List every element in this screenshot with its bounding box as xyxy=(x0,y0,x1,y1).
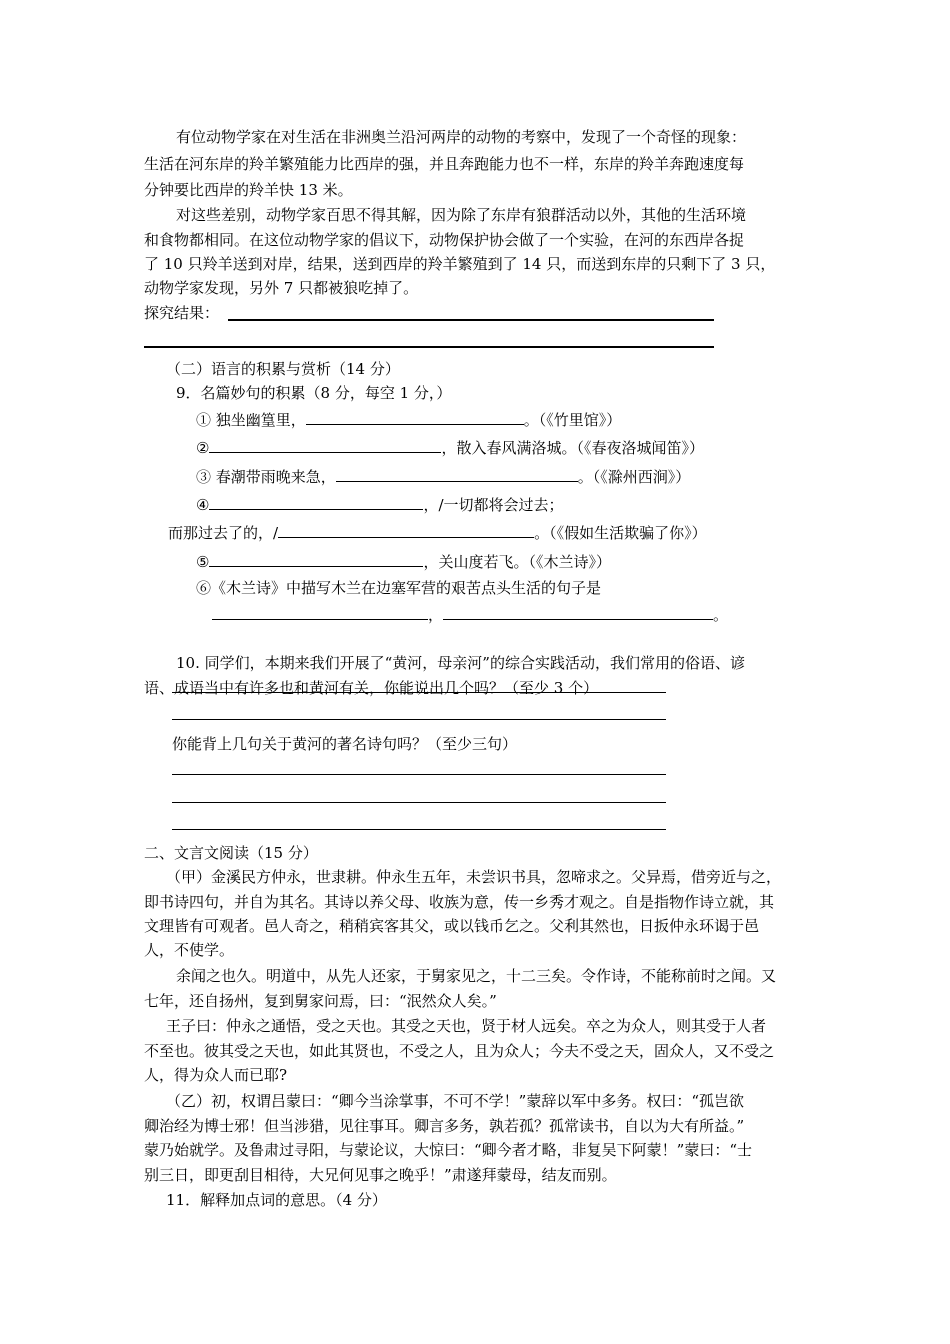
q10-poem-line-3[interactable] xyxy=(172,829,666,830)
intro-p2-line1: 对这些差别，动物学家百思不得其解，因为除了东岸有狼群活动以外，其他的生活环境 xyxy=(176,206,747,224)
q9-item1 xyxy=(196,408,621,428)
yi-line4: 别三日，即更刮目相待，大兄何见事之晚乎！”肃遂拜蒙母，结友而别。 xyxy=(144,1166,617,1184)
q9-item1-blank[interactable] xyxy=(306,408,524,425)
q9-item6-blank-2[interactable] xyxy=(443,603,713,620)
q9-item4b-prefix: 而那过去了的，/ xyxy=(168,524,279,542)
jia2-line2: 七年，还自扬州，复到舅家问焉，曰：“泯然众人矣。” xyxy=(144,992,497,1010)
intro-p1-line1: 有位动物学家在对生活在非洲奥兰沿河两岸的动物的考察中，发现了一个奇怪的现象： xyxy=(176,128,747,146)
section2-heading: （二）语言的积累与赏析（14 分） xyxy=(166,360,400,378)
q9-item4b-suffix: 。（《假如生活欺骗了你》） xyxy=(534,524,707,542)
q9-item1-prefix: ① 独坐幽篁里， xyxy=(196,411,306,429)
q9-item4-prefix: ④ xyxy=(196,496,210,514)
intro-p2-line3: 了 10 只羚羊送到对岸，结果，送到西岸的羚羊繁殖到了 14 只，而送到东岸的只剩下了 3 只， xyxy=(144,255,776,273)
q10-line2: 语、成语当中有许多也和黄河有关，你能说出几个吗？（至少 3 个） xyxy=(144,679,599,697)
q10-line1: 10. 同学们，本期来我们开展了“黄河，母亲河”的综合实践活动，我们常用的俗语、谚 xyxy=(176,654,745,672)
yi-line1: （乙）初，权谓吕蒙曰：“卿今当涂掌事，不可不学！”蒙辞以军中多务。权曰：“孤岂欲 xyxy=(166,1092,745,1110)
q9-title: 9．名篇妙句的积累（8 分，每空 1 分，） xyxy=(176,384,452,402)
q10-poem-line-1[interactable] xyxy=(172,774,666,775)
jia-line3: 文理皆有可观者。邑人奇之，稍稍宾客其父，或以钱币乞之。父利其然也，日扳仲永环谒于邑 xyxy=(144,917,760,935)
intro-p1-line3: 分钟要比西岸的羚羊快 13 米。 xyxy=(144,181,353,199)
q9-item4 xyxy=(196,493,564,513)
q9-item4b-blank[interactable] xyxy=(278,521,534,538)
classical-heading: 二、文言文阅读（15 分） xyxy=(144,844,318,862)
q10-answer-line-2[interactable] xyxy=(172,719,666,720)
jia3-line2: 不至也。彼其受之天也，如此其贤也，不受之人，且为众人；今夫不受之天，固众人，又不受之 xyxy=(144,1042,775,1060)
q9-item3-prefix: ③ 春潮带雨晚来急， xyxy=(196,468,336,486)
q11-title: 11．解释加点词的意思。（4 分） xyxy=(166,1191,387,1209)
q9-item2 xyxy=(196,436,704,456)
q9-item4b xyxy=(168,521,707,541)
q9-item2-prefix: ② xyxy=(196,439,210,457)
q9-item3-blank[interactable] xyxy=(336,465,578,482)
intro-p2-line2: 和食物都相同。在这位动物学家的倡议下，动物保护协会做了一个实验，在河的东西岸各捉 xyxy=(144,231,745,249)
q9-item3-suffix: 。（《滁州西涧》） xyxy=(577,468,691,486)
jia2-line1: 余闻之也久。明道中，从先人还家，于舅家见之，十二三矣。令作诗，不能称前时之闻。又 xyxy=(176,967,777,985)
jia3-line1: 王子曰：仲永之通悟，受之天也。其受之天也，贤于材人远矣。卒之为众人，则其受于人者 xyxy=(166,1017,767,1035)
jia3-line3: 人，得为众人而已耶? xyxy=(144,1066,288,1084)
q9-item5-prefix: ⑤ xyxy=(196,553,210,571)
q9-item2-blank[interactable] xyxy=(209,436,441,453)
jia-line1: （甲）金溪民方仲永，世隶耕。仲永生五年，未尝识书具，忽啼求之。父异焉，借旁近与之， xyxy=(166,868,782,886)
yi-line2: 卿治经为博士邪！但当涉猎，见往事耳。卿言多务，孰若孤？孤常读书，自以为大有所益。” xyxy=(144,1117,745,1135)
q9-item6-end: 。 xyxy=(713,606,729,624)
q10-poem-line-2[interactable] xyxy=(172,802,666,803)
q10-answer-line-1[interactable] xyxy=(172,692,666,693)
yi-line3: 蒙乃始就学。及鲁肃过寻阳，与蒙论议，大惊曰：“卿今者才略，非复吴下阿蒙！”蒙曰：“士 xyxy=(144,1141,753,1159)
q9-item4-suffix: ，/一切都将会过去； xyxy=(423,496,564,514)
intro-p1-line2: 生活在河东岸的羚羊繁殖能力比西岸的强，并且奔跑能力也不一样，东岸的羚羊奔跑速度每 xyxy=(144,155,745,173)
q9-item6-blank-1[interactable] xyxy=(212,603,428,620)
jia-line4: 人，不使学。 xyxy=(144,941,235,959)
q9-item5-suffix: ，关山度若飞。（《木兰诗》） xyxy=(423,553,611,571)
q9-item6: ⑥《木兰诗》中描写木兰在边塞军营的艰苦点头生活的句子是 xyxy=(196,579,602,597)
result-answer-line-2[interactable] xyxy=(144,346,714,348)
q9-item6-separator: ， xyxy=(428,606,444,624)
q9-item5-blank[interactable] xyxy=(209,550,423,567)
intro-p2-line4: 动物学家发现，另外 7 只都被狼吃掉了。 xyxy=(144,279,419,297)
q9-item2-suffix: ，散入春风满洛城。（《春夜洛城闻笛》） xyxy=(441,439,704,457)
q9-item4-blank[interactable] xyxy=(209,493,423,510)
q9-item1-suffix: 。（《竹里馆》） xyxy=(523,411,622,429)
result-answer-line-1[interactable] xyxy=(228,319,714,321)
q9-item5 xyxy=(196,550,611,570)
q9-item3 xyxy=(196,465,690,485)
result-label: 探究结果： xyxy=(144,304,220,322)
q9-item6-answer xyxy=(212,603,728,623)
q10-sub-question: 你能背上几句关于黄河的著名诗句吗？（至少三句） xyxy=(172,735,518,753)
jia-line2: 即书诗四句，并自为其名。其诗以养父母、收族为意，传一乡秀才观之。自是指物作诗立就，其 xyxy=(144,893,775,911)
